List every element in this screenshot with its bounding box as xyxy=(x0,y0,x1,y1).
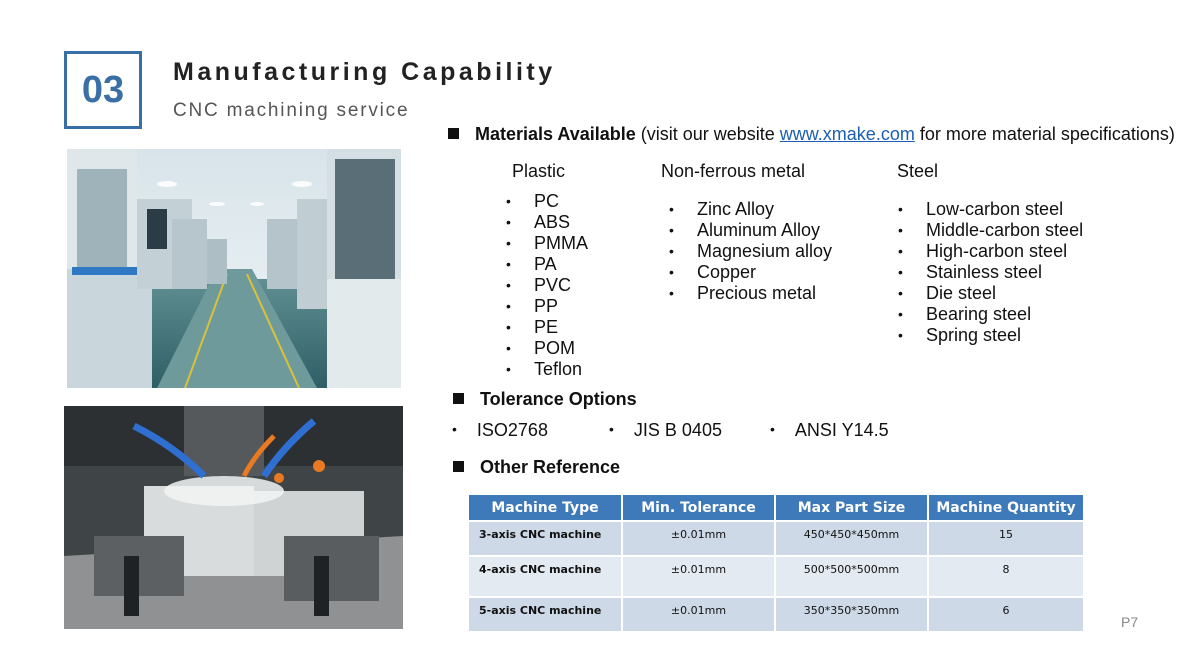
materials-heading xyxy=(448,124,1175,145)
column-header: Machine Type xyxy=(469,495,622,521)
table-header-row xyxy=(469,495,1083,521)
list-item: • POM xyxy=(506,338,588,359)
reference-heading-label: Other Reference xyxy=(480,457,621,477)
tolerance-item-label: JIS B 0405 xyxy=(633,420,722,440)
materials-heading-pre: (visit our website xyxy=(635,124,780,144)
materials-heading-post: for more material specifications) xyxy=(914,124,1175,144)
tolerance-heading-label: Tolerance Options xyxy=(480,389,637,409)
section-number-box xyxy=(64,51,142,129)
column-header: Max Part Size xyxy=(775,495,928,521)
tolerance-item-label: ANSI Y14.5 xyxy=(794,420,889,440)
tolerance-item: • JIS B 0405 xyxy=(609,420,722,440)
cnc-machining-photo xyxy=(64,406,403,629)
table-row xyxy=(469,556,1083,597)
square-bullet-icon xyxy=(453,393,464,404)
steel-list xyxy=(898,199,1083,346)
list-item: • Stainless steel xyxy=(898,262,1083,283)
table-cell: ±0.01mm xyxy=(622,597,775,631)
list-item: • PE xyxy=(506,317,588,338)
page-subtitle: CNC machining service xyxy=(173,100,410,121)
list-item: • High-carbon steel xyxy=(898,241,1083,262)
table-row xyxy=(469,521,1083,556)
table-cell: 15 xyxy=(928,521,1083,556)
list-item: • Low-carbon steel xyxy=(898,199,1083,220)
list-item: • Aluminum Alloy xyxy=(669,220,832,241)
list-item: • Teflon xyxy=(506,359,588,380)
tolerance-item: • ISO2768 xyxy=(452,420,548,440)
nonferrous-list xyxy=(669,199,832,304)
tolerance-item: • ANSI Y14.5 xyxy=(770,420,889,440)
plastic-column-title: Plastic xyxy=(512,161,566,181)
list-item: • PVC xyxy=(506,275,588,296)
list-item: • PC xyxy=(506,191,588,212)
list-item: • Die steel xyxy=(898,283,1083,304)
square-bullet-icon xyxy=(448,128,459,139)
materials-heading-label: Materials Available xyxy=(475,124,636,144)
table-cell: 8 xyxy=(928,556,1083,597)
list-item: • PMMA xyxy=(506,233,588,254)
table-cell: ±0.01mm xyxy=(622,556,775,597)
table-cell: 350*350*350mm xyxy=(775,597,928,631)
list-item: • Middle-carbon steel xyxy=(898,220,1083,241)
reference-heading xyxy=(453,457,620,478)
list-item: • PA xyxy=(506,254,588,275)
square-bullet-icon xyxy=(453,461,464,472)
column-header: Machine Quantity xyxy=(928,495,1083,521)
tolerance-heading xyxy=(453,389,637,410)
plastic-list xyxy=(506,191,588,380)
tolerance-item-label: ISO2768 xyxy=(476,420,548,440)
list-item: • Bearing steel xyxy=(898,304,1083,325)
page-number: P7 xyxy=(1121,614,1139,630)
table-row xyxy=(469,597,1083,631)
list-item: • PP xyxy=(506,296,588,317)
column-header: Min. Tolerance xyxy=(622,495,775,521)
list-item: • Zinc Alloy xyxy=(669,199,832,220)
table-cell: 3-axis CNC machine xyxy=(469,521,622,556)
table-cell: 500*500*500mm xyxy=(775,556,928,597)
website-link[interactable]: www.xmake.com xyxy=(779,124,915,144)
table-cell: 450*450*450mm xyxy=(775,521,928,556)
machine-table xyxy=(469,495,1083,631)
list-item: • ABS xyxy=(506,212,588,233)
steel-column-title: Steel xyxy=(897,161,939,181)
list-item: • Spring steel xyxy=(898,325,1083,346)
table-cell: 4-axis CNC machine xyxy=(469,556,622,597)
nonferrous-column-title: Non-ferrous metal xyxy=(661,161,806,181)
section-number: 03 xyxy=(81,68,125,111)
page-title: Manufacturing Capability xyxy=(173,58,556,86)
table-cell: 5-axis CNC machine xyxy=(469,597,622,631)
table-cell: ±0.01mm xyxy=(622,521,775,556)
factory-floor-photo xyxy=(67,149,401,388)
list-item: • Magnesium alloy xyxy=(669,241,832,262)
table-cell: 6 xyxy=(928,597,1083,631)
list-item: • Precious metal xyxy=(669,283,832,304)
list-item: • Copper xyxy=(669,262,832,283)
